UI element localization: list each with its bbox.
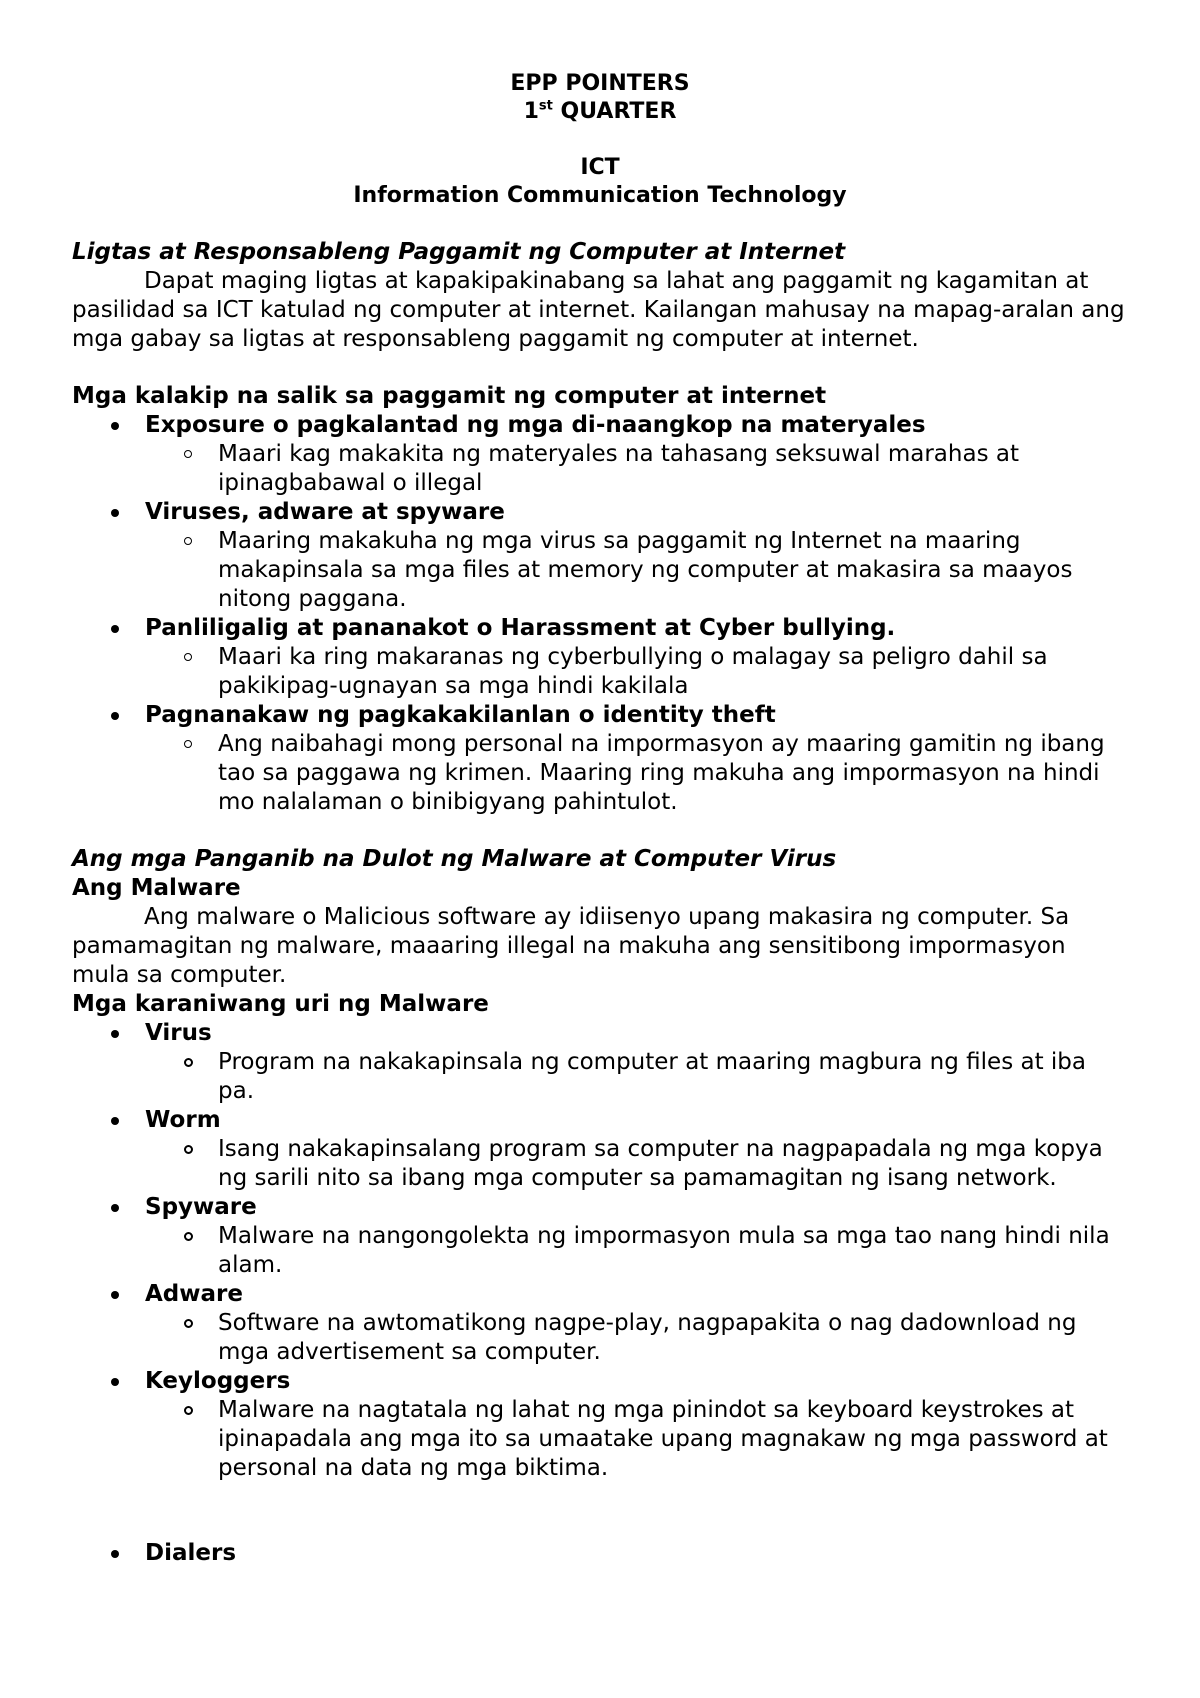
subject-full-label: Information Communication Technology	[353, 183, 847, 208]
list-item-label: Dialers	[145, 1540, 237, 1566]
list-item-description: Maari ka ring makaranas ng cyberbullying o malagay sa peligro dahil sa pakikipag-ugnayan sa mga hindi kakilala	[218, 643, 1128, 701]
list-item	[145, 614, 1128, 701]
list-item-label: Pagnanakaw ng pagkakakilanlan o identity theft	[145, 702, 776, 728]
list-item-description: Malware na nagtatala ng lahat ng mga pinindot sa keyboard keystrokes at ipinapadala ang mga ito sa umaatake upang magnakaw ng mga password at personal na data ng mga biktima.	[218, 1396, 1128, 1483]
list-item-label: Worm	[145, 1107, 221, 1133]
list-item	[145, 411, 1128, 498]
list-item	[145, 1106, 1128, 1193]
list-item-description: Maari kag makakita ng materyales na tahasang seksuwal marahas at ipinagbabawal o illegal	[218, 440, 1128, 498]
list-item-description: Maaring makakuha ng mga virus sa paggamit ng Internet na maaring makapinsala sa mga files at memory ng computer at makasira sa maayos nitong paggana.	[218, 527, 1128, 614]
quarter-text: QUARTER	[560, 99, 677, 124]
list-item-label: Panliligalig at pananakot o Harassment at Cyber bullying.	[145, 615, 896, 641]
section-heading-malware-dangers: Ang mga Panganib na Dulot ng Malware at Computer Virus	[72, 846, 837, 872]
list-item-label: Keyloggers	[145, 1368, 291, 1394]
section-heading-factors: Mga kalakip na salik sa paggamit ng computer at internet	[72, 383, 827, 409]
list-item-label: Viruses, adware at spyware	[145, 499, 505, 525]
quarter-label	[72, 98, 1128, 126]
document-title: EPP POINTERS	[510, 71, 690, 96]
list-item	[145, 701, 1128, 817]
quarter-number: 1	[523, 99, 539, 124]
factors-list	[72, 411, 1128, 817]
list-item-description: Isang nakakapinsalang program sa computer na nagpapadala ng mga kopya ng sarili nito sa ibang mga computer sa pamamagitan ng isang network.	[218, 1135, 1128, 1193]
list-item-label: Exposure o pagkalantad ng mga di-naangkop na materyales	[145, 412, 926, 438]
list-item	[145, 1367, 1128, 1483]
list-item	[145, 1019, 1128, 1106]
list-item-description: Program na nakakapinsala ng computer at maaring magbura ng files at iba pa.	[218, 1048, 1128, 1106]
list-item	[145, 1280, 1128, 1367]
section-heading-safe-use: Ligtas at Responsableng Paggamit ng Computer at Internet	[72, 239, 846, 265]
list-item-description: Software na awtomatikong nagpe-play, nagpapakita o nag dadownload ng mga advertisement sa computer.	[218, 1309, 1128, 1367]
list-item	[145, 1193, 1128, 1280]
malware-types-list	[72, 1019, 1128, 1483]
section-paragraph-safe-use: Dapat maging ligtas at kapakipakinabang sa lahat ang paggamit ng kagamitan at pasilidad sa ICT katulad ng computer at internet. Kailangan mahusay na mapag-aralan ang mga gabay sa ligtas at responsableng paggamit ng computer at internet.	[72, 268, 1125, 352]
list-item-label: Spyware	[145, 1194, 257, 1220]
malware-types-list-continued	[72, 1539, 1128, 1568]
list-item-label: Adware	[145, 1281, 243, 1307]
list-item	[145, 498, 1128, 614]
subject-label: ICT	[580, 155, 620, 180]
subheading-malware: Ang Malware	[72, 875, 241, 901]
list-item-description: Malware na nangongolekta ng impormasyon mula sa mga tao nang hindi nila alam.	[218, 1222, 1128, 1280]
section-paragraph-malware: Ang malware o Malicious software ay idiisenyo upang makasira ng computer. Sa pamamagitan ng malware, maaaring illegal na makuha ang sensitibong impormasyon mula sa computer.	[72, 904, 1070, 988]
quarter-superscript: st	[538, 98, 553, 114]
list-item-label: Virus	[145, 1020, 212, 1046]
heading-malware-types: Mga karaniwang uri ng Malware	[72, 991, 489, 1017]
list-item	[145, 1539, 1128, 1568]
list-item-description: Ang naibahagi mong personal na impormasyon ay maaring gamitin ng ibang tao sa paggawa ng krimen. Maaring ring makuha ang impormasyon na hindi mo nalalaman o binibigyang pahintulot.	[218, 730, 1128, 817]
